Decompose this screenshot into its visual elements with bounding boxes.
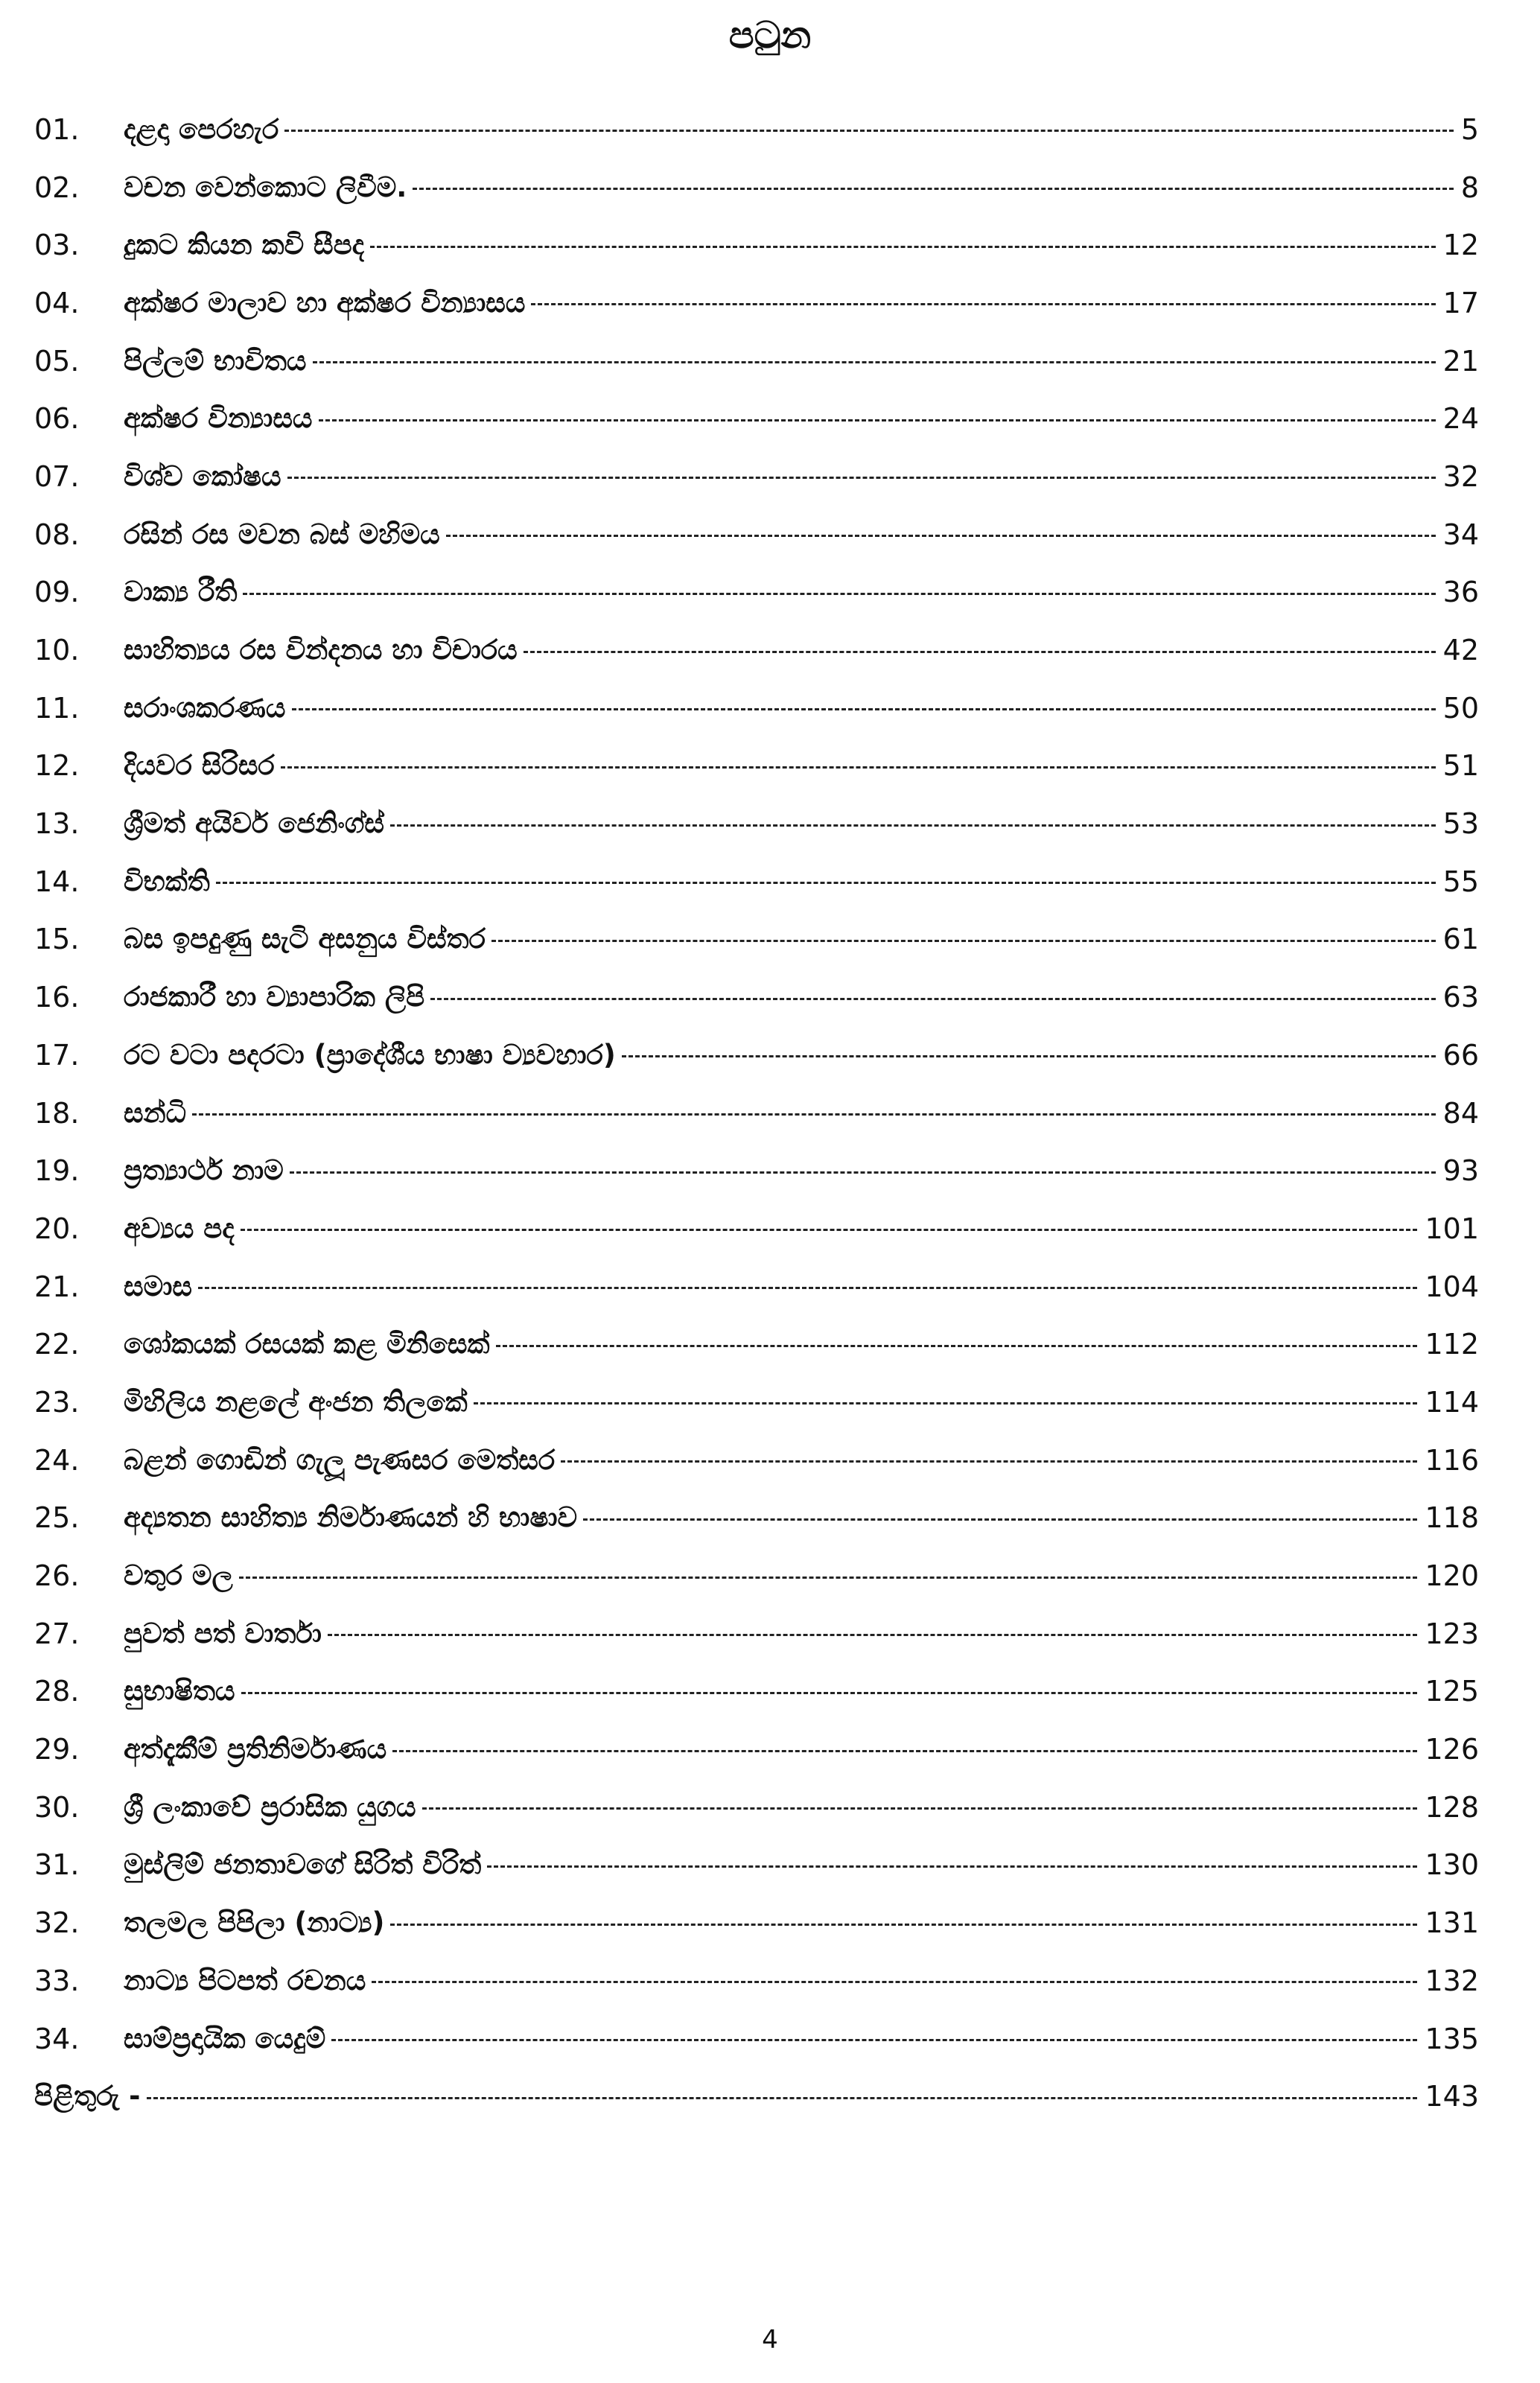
toc-entry [34, 1663, 1479, 1721]
toc-entry-title: සාම්ප්‍රදායික යෙදුම් [124, 2022, 326, 2055]
toc-entry-page: 51 [1442, 749, 1479, 783]
toc-entry [34, 1315, 1479, 1373]
dotted-leader [487, 1865, 1417, 1868]
toc-entry-number: 07. [34, 459, 80, 493]
dotted-leader [622, 1055, 1436, 1057]
toc-entry-page: 123 [1425, 1617, 1479, 1650]
toc-entry-title: ශ්‍රී ලංකාවේ ප්‍රරාසික යුගය [124, 1790, 416, 1823]
toc-entry-title: අක්ෂර වින්‍යාසය [124, 402, 313, 435]
toc-entry-number: 17. [34, 1038, 80, 1072]
toc-entry-page: 36 [1442, 576, 1479, 609]
toc-entry-number: 34. [34, 2022, 80, 2055]
dotted-leader [241, 1692, 1418, 1694]
toc-entry-number: 33. [34, 1964, 80, 1997]
toc-entry-title: පිල්ලම් භාවිතය [124, 344, 307, 377]
toc-entry-page: 8 [1460, 171, 1479, 204]
toc-entry-page: 5 [1460, 112, 1479, 146]
toc-entry-title: ශ්‍රීමත් අයිවර් ජෙනිංග්ස් [124, 807, 384, 840]
dotted-leader [331, 2039, 1417, 2041]
toc-entry-title: දුකට කියන කවි සීපද [124, 229, 365, 261]
toc-entry-page: 55 [1442, 865, 1479, 898]
toc-entry-title: මිහිලිය නළලේ අංජන තිලකේ [124, 1385, 468, 1418]
toc-entry-page: 12 [1442, 229, 1479, 262]
toc-entry-page: 132 [1425, 1964, 1479, 1997]
dotted-leader [491, 940, 1436, 942]
toc-entry-number: 31. [34, 1848, 80, 1882]
toc-entry [34, 737, 1479, 795]
dotted-leader [474, 1402, 1418, 1404]
dotted-leader [239, 1577, 1418, 1579]
toc-entry-page: 104 [1425, 1270, 1479, 1303]
table-of-contents [34, 101, 1479, 2125]
toc-entry-number: 10. [34, 634, 80, 667]
toc-entry-page: 135 [1425, 2022, 1479, 2055]
toc-entry-number: 03. [34, 229, 80, 262]
dotted-leader [198, 1287, 1417, 1289]
toc-entry-number: 08. [34, 518, 80, 551]
toc-entry-page: 32 [1442, 459, 1479, 493]
toc-entry-title: සරාංශකරණය [124, 691, 286, 724]
toc-entry [34, 1952, 1479, 2010]
toc-entry-number: 16. [34, 981, 80, 1014]
toc-entry-title: අව්‍යය පද [124, 1212, 235, 1244]
page-number: 4 [762, 2325, 778, 2355]
toc-entry-number: 20. [34, 1212, 80, 1245]
toc-entry [34, 506, 1479, 564]
toc-entry [34, 795, 1479, 853]
toc-entry-number: 11. [34, 691, 80, 725]
toc-entry-title: නාට්‍ය පිටපත් රචනය [124, 1964, 366, 1997]
dotted-leader [287, 477, 1436, 479]
toc-entry-title: රාජකාරී හා ව්‍යාපාරික ලිපි [124, 981, 425, 1014]
toc-entry-page: 112 [1425, 1328, 1479, 1361]
toc-entry-title: අද්‍යතන සාහිත්‍ය නිර්මාණයන් හි භාෂාව [124, 1501, 578, 1534]
toc-entry-page: 114 [1425, 1385, 1479, 1419]
dotted-leader [216, 882, 1436, 884]
toc-entry-title: මුස්ලිම් ජනතාවගේ සිරිත් විරිත් [124, 1848, 482, 1881]
dotted-leader [390, 824, 1436, 827]
toc-entry-page: 120 [1425, 1559, 1479, 1593]
dotted-leader [430, 998, 1436, 1000]
toc-entry-title: සුභාෂිතය [124, 1675, 235, 1708]
toc-entry-page: 93 [1442, 1154, 1479, 1188]
toc-entry-title: වචන වෙන්කොට ලිවීම. [124, 171, 407, 203]
toc-entry-title: විභක්ති [124, 865, 210, 897]
toc-entry-title: බස ඉපදුණු සැටි අසනුය විස්තර [124, 923, 486, 955]
toc-entry-page: 128 [1425, 1790, 1479, 1824]
toc-entry [34, 274, 1479, 332]
toc-entry-title: ශෝකයක් රසයක් කළ මිනිසෙක් [124, 1328, 490, 1361]
dotted-leader [290, 1171, 1436, 1174]
toc-entry [34, 159, 1479, 217]
dotted-leader [422, 1807, 1418, 1810]
toc-entry [34, 1258, 1479, 1316]
dotted-leader [281, 766, 1436, 769]
toc-entry-title: විශ්ව කෝෂය [124, 459, 281, 492]
toc-entry-page: 66 [1442, 1038, 1479, 1072]
toc-entry [34, 968, 1479, 1026]
toc-entry-number: 32. [34, 1906, 80, 1940]
toc-entry-number: 04. [34, 286, 80, 319]
toc-entry-page: 118 [1425, 1501, 1479, 1535]
toc-entry-number: 09. [34, 576, 80, 609]
toc-entry-title: අක්ෂර මාලාව හා අක්ෂර වින්‍යාසය [124, 286, 526, 319]
toc-entry [34, 1373, 1479, 1431]
toc-entry [34, 1142, 1479, 1200]
dotted-leader [413, 188, 1453, 190]
toc-entry-number: 30. [34, 1790, 80, 1824]
toc-entry-number: 02. [34, 171, 80, 204]
toc-entry [34, 1084, 1479, 1142]
toc-entry [34, 2010, 1479, 2068]
toc-entry-title: සමාස [124, 1270, 192, 1302]
toc-entry-page: 84 [1442, 1096, 1479, 1130]
dotted-leader [328, 1634, 1418, 1636]
dotted-leader [292, 708, 1436, 710]
toc-entry-number: 24. [34, 1443, 80, 1477]
toc-entry-page: 50 [1442, 691, 1479, 725]
toc-entry-number: 12. [34, 749, 80, 783]
dotted-leader [561, 1460, 1417, 1463]
toc-entry-title: පුවත් පත් වාර්තා [124, 1617, 322, 1649]
dotted-leader [392, 1750, 1417, 1752]
toc-entry-title: අත්දැකීම් ප්‍රතිනිර්මාණය [124, 1733, 387, 1766]
toc-entry-number: 23. [34, 1385, 80, 1419]
toc-entry-page: 24 [1442, 402, 1479, 436]
toc-entry-number: 14. [34, 865, 80, 898]
toc-entry [34, 1605, 1479, 1663]
toc-entry-title: තලමල පිපිලා (නාට්‍ය) [124, 1906, 385, 1939]
toc-entry [34, 1720, 1479, 1778]
toc-entry-title: ප්‍රත්‍යාර්ථ නාම [124, 1154, 284, 1187]
toc-entry-title: පිළිතුරු - [34, 2080, 141, 2113]
dotted-leader [524, 651, 1436, 653]
toc-entry-page: 131 [1425, 1906, 1479, 1940]
toc-entry [34, 216, 1479, 274]
toc-entry [34, 621, 1479, 679]
toc-entry-page: 130 [1425, 1848, 1479, 1882]
dotted-leader [372, 1981, 1417, 1983]
toc-entry-answers [34, 2067, 1479, 2125]
toc-entry-number: 05. [34, 344, 80, 378]
toc-entry-number: 15. [34, 923, 80, 956]
toc-entry-page: 21 [1442, 344, 1479, 378]
dotted-leader [370, 246, 1436, 248]
dotted-leader [446, 535, 1436, 537]
toc-entry-title: දියවර සිරිසර [124, 749, 275, 782]
toc-entry [34, 1778, 1479, 1836]
toc-entry-page: 53 [1442, 807, 1479, 841]
toc-entry-title: වතුර මල [124, 1559, 233, 1592]
toc-entry [34, 564, 1479, 622]
toc-entry-page: 143 [1425, 2080, 1479, 2113]
toc-entry-title: රට වටා පදරටා (ප්‍රාදේශීය භාෂා ව්‍යවහාර) [124, 1038, 616, 1071]
toc-entry [34, 1026, 1479, 1084]
toc-entry-title: සාහිත්‍යය රස වින්දනය හා විචාරය [124, 634, 518, 666]
toc-entry-number: 28. [34, 1675, 80, 1708]
toc-entry-number: 13. [34, 807, 80, 841]
toc-entry [34, 448, 1479, 506]
dotted-leader [147, 2097, 1418, 2099]
toc-entry-title: බළන් ගොඩින් ගැලූ පැණසර මෙත්සර [124, 1443, 556, 1476]
dotted-leader [496, 1345, 1418, 1347]
toc-entry-number: 18. [34, 1096, 80, 1130]
toc-entry-page: 63 [1442, 981, 1479, 1014]
toc-entry-number: 01. [34, 112, 80, 146]
toc-entry [34, 332, 1479, 390]
toc-entry [34, 679, 1479, 737]
dotted-leader [284, 130, 1453, 132]
toc-entry-number: 19. [34, 1154, 80, 1188]
toc-entry-page: 126 [1425, 1733, 1479, 1766]
toc-entry-page: 125 [1425, 1675, 1479, 1708]
dotted-leader [313, 361, 1436, 363]
toc-entry-page: 17 [1442, 286, 1479, 319]
toc-entry-page: 42 [1442, 634, 1479, 667]
toc-entry [34, 1431, 1479, 1489]
dotted-leader [192, 1113, 1436, 1116]
dotted-leader [319, 419, 1436, 421]
toc-entry [34, 1547, 1479, 1605]
toc-entry-title: සන්ධි [124, 1096, 187, 1129]
toc-entry-number: 29. [34, 1733, 80, 1766]
toc-entry-number: 27. [34, 1617, 80, 1650]
toc-entry-title: දළදා පෙරහැර [124, 112, 279, 145]
toc-entry-page: 34 [1442, 518, 1479, 551]
toc-entry-page: 101 [1425, 1212, 1479, 1245]
toc-entry [34, 389, 1479, 448]
dotted-leader [531, 303, 1435, 305]
toc-entry-number: 26. [34, 1559, 80, 1593]
toc-entry-number: 22. [34, 1328, 80, 1361]
dotted-leader [243, 593, 1435, 595]
toc-entry-number: 25. [34, 1501, 80, 1535]
toc-entry [34, 1836, 1479, 1894]
toc-entry [34, 1489, 1479, 1547]
toc-entry-title: වාක්‍ය රීති [124, 576, 238, 608]
toc-entry [34, 1200, 1479, 1258]
toc-entry [34, 101, 1479, 159]
toc-entry-number: 06. [34, 402, 80, 436]
page-title: පටුන [728, 13, 812, 57]
dotted-leader [390, 1924, 1417, 1926]
toc-entry [34, 1894, 1479, 1952]
dotted-leader [583, 1518, 1417, 1521]
toc-entry-number: 21. [34, 1270, 80, 1303]
dotted-leader [241, 1229, 1418, 1231]
toc-entry [34, 853, 1479, 911]
toc-entry [34, 911, 1479, 969]
toc-entry-page: 116 [1425, 1443, 1479, 1477]
toc-entry-title: රසින් රස මවන බස් මහිමය [124, 518, 440, 550]
toc-entry-page: 61 [1442, 923, 1479, 956]
